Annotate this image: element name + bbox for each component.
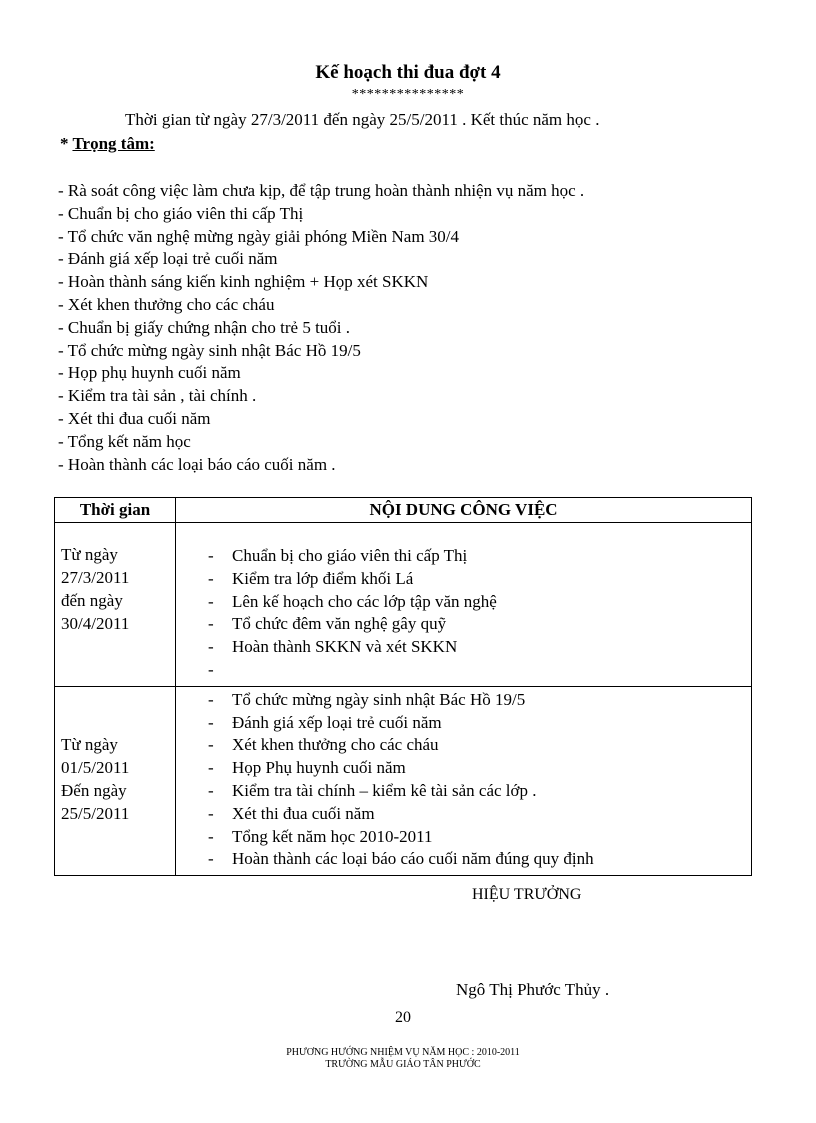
table-row [55,686,752,875]
period-line: Từ ngày [61,734,118,754]
dash: - [208,803,214,823]
list-item: - Kiểm tra tài sản , tài chính . [58,386,257,406]
list-item: - Họp phụ huynh cuối năm [58,363,241,383]
task-text: Tổ chức mừng ngày sinh nhật Bác Hồ 19/5 [232,689,526,709]
tasks-cell [176,523,752,687]
task-item [176,848,751,871]
task-text: Chuẩn bị cho giáo viên thi cấp Thị [232,546,468,565]
task-text: Hoàn thành các loại báo cáo cuối năm đúng quy định [232,849,594,869]
list-item: - Chuẩn bị cho giáo viên thi cấp Thị [58,203,304,223]
task-item [176,689,751,712]
dash: - [208,849,214,869]
period-line: 01/5/2011 [61,757,130,777]
list-item: - Tổ chức văn nghệ mừng ngày giải phóng Miền Nam 30/4 [58,226,460,246]
focus-heading [60,134,155,154]
task-item [176,659,751,682]
list-item: - Rà soát công việc làm chưa kịp, để tập trung hoàn thành nhiện vụ năm học . [58,181,585,200]
list-item: - Tổng kết năm học [58,431,191,451]
period-line: đến ngày [61,591,123,610]
list-item: - Chuẩn bị giấy chứng nhận cho trẻ 5 tuổi . [58,317,351,337]
header-content: NỘI DUNG CÔNG VIỆC [176,498,752,523]
task-item [176,712,751,735]
task-list [176,523,751,686]
period-line: Đến ngày [61,780,127,800]
focus-label: Trọng tâm: [72,134,155,153]
task-item [176,757,751,780]
dash: - [208,614,214,634]
plan-table [54,497,752,876]
list-item: - Xét thi đua cuối năm [58,408,211,428]
signature-role: HIỆU TRƯỞNG [472,886,582,903]
table-row [55,523,752,687]
focus-list [58,180,584,476]
dash: - [208,591,214,611]
timeline-text: Thời gian từ ngày 27/3/2011 đến ngày 25/5/2011 . Kết thúc năm học . [125,110,600,129]
title-divider: *************** [351,87,465,102]
task-text: Tổ chức đêm văn nghệ gây quỹ [232,614,447,634]
task-item [176,780,751,803]
table-header-row [55,498,752,523]
list-item: - Tổ chức mừng ngày sinh nhật Bác Hồ 19/5 [58,340,361,360]
task-item [176,591,751,614]
document-title: Kế hoạch thi đua đợt 4 [315,62,501,83]
period-cell [55,686,176,875]
dash: - [208,689,214,709]
dash: - [208,758,214,778]
period-line: 27/3/2011 [61,568,130,587]
task-item [176,803,751,826]
task-text: Kiểm tra lớp điểm khối Lá [232,568,414,588]
dash: - [208,637,214,657]
task-item [176,734,751,757]
focus-prefix: * [60,134,73,153]
dash: - [208,735,214,755]
task-text: Xét khen thưởng cho các cháu [232,735,439,755]
task-item [176,826,751,849]
period-line: Từ ngày [61,545,118,564]
task-item [176,636,751,659]
list-item: - Hoàn thành sáng kiến kinh nghiệm + Họp xét SKKN [58,272,429,292]
task-text: Đánh giá xếp loại trẻ cuối năm [232,712,442,732]
task-text: Hoàn thành SKKN và xét SKKN [232,637,458,657]
header-period: Thời gian [55,498,176,523]
dash: - [208,568,214,588]
page-number: 20 [395,1009,411,1026]
task-list [176,687,751,875]
dash: - [208,780,214,800]
list-item: - Xét khen thưởng cho các cháu [58,294,275,314]
task-item [176,545,751,568]
dash: - [208,546,214,565]
period-cell [55,523,176,687]
period-line: 25/5/2011 [61,803,130,823]
task-text: Xét thi đua cuối năm [232,803,375,823]
dash: - [208,659,214,679]
period-line: 30/4/2011 [61,614,130,633]
task-item [176,568,751,591]
footer-line: TRƯỜNG MẪU GIÁO TÂN PHƯỚC [325,1059,481,1070]
dash: - [208,712,214,732]
task-text: Tổng kết năm học 2010-2011 [232,826,433,846]
footer-line: PHƯƠNG HƯỚNG NHIỆM VỤ NĂM HỌC : 2010-2011 [286,1047,520,1058]
signature-name: Ngô Thị Phước Thủy . [456,980,610,999]
page-footer [0,1047,806,1071]
task-text: Lên kế hoạch cho các lớp tập văn nghệ [232,591,497,611]
task-item [176,613,751,636]
list-item: - Đánh giá xếp loại trẻ cuối năm [58,249,278,269]
task-text: Kiểm tra tài chính – kiểm kê tài sản các lớp . [232,780,537,800]
dash: - [208,826,214,846]
list-item: - Hoàn thành các loại báo cáo cuối năm . [58,454,336,474]
tasks-cell [176,686,752,875]
task-text: Họp Phụ huynh cuối năm [232,758,406,778]
